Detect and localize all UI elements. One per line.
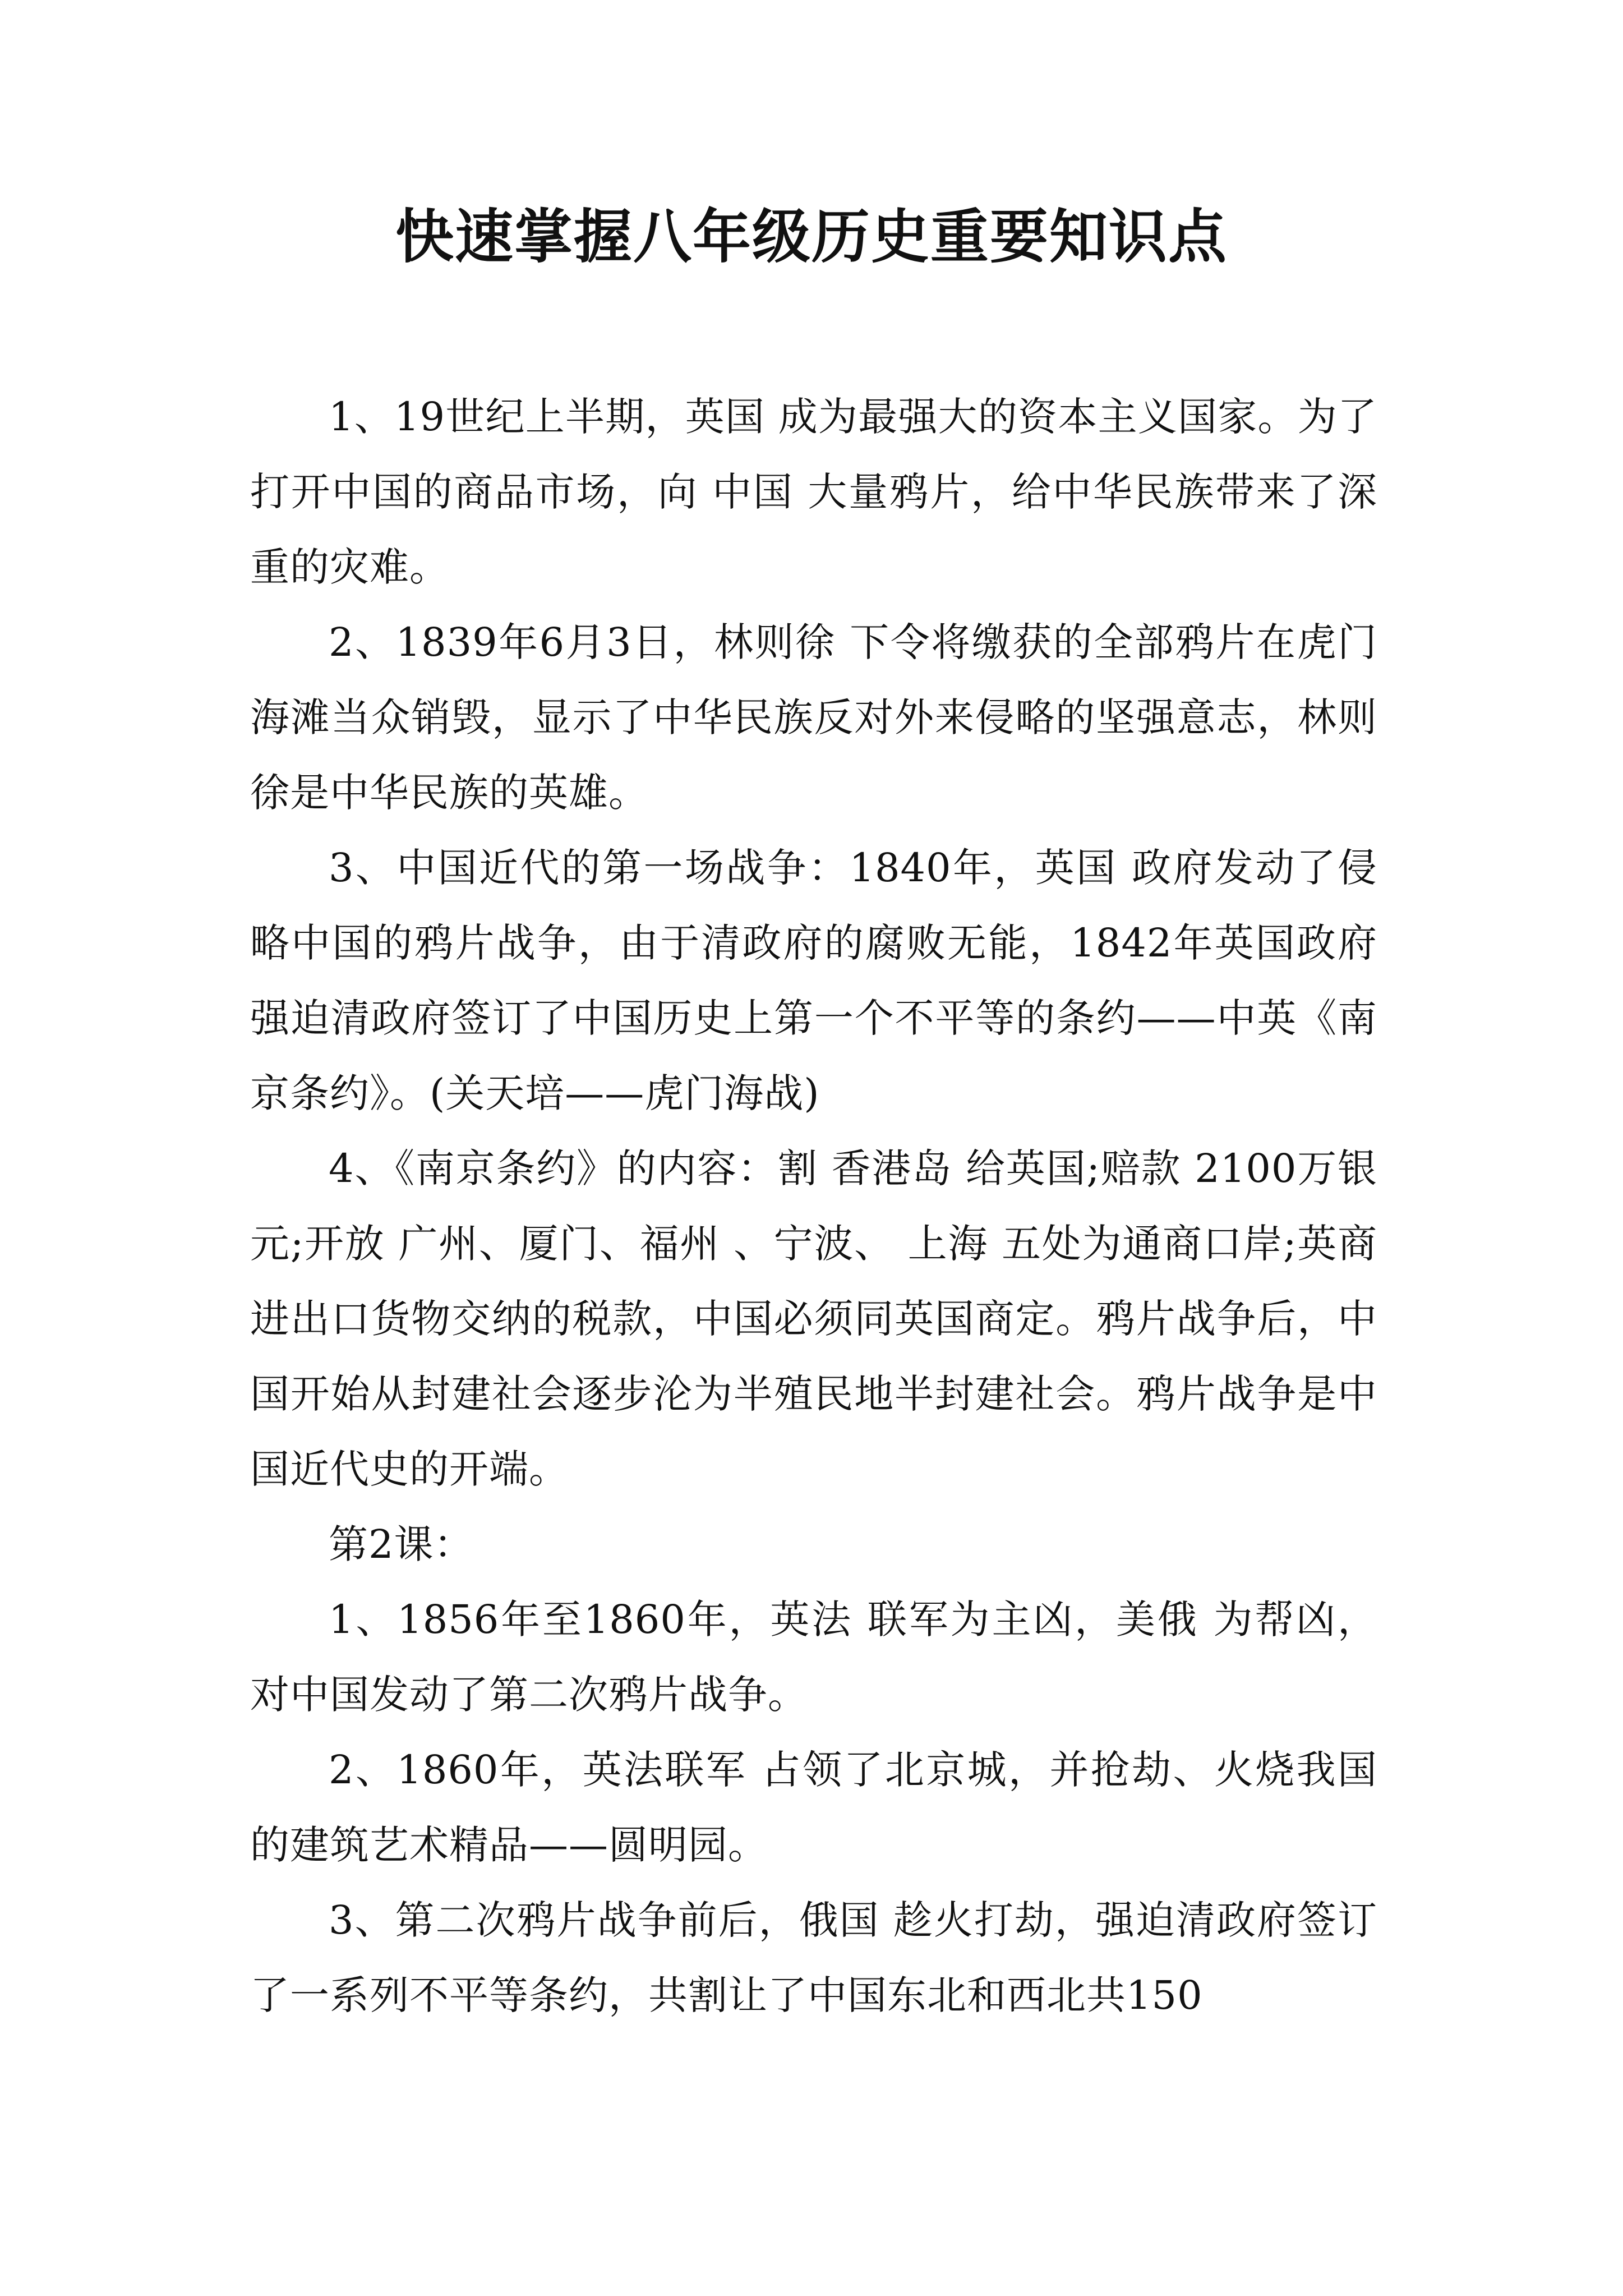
paragraph-6: 2、1860年，英法联军 占领了北京城，并抢劫、火烧我国的建筑艺术精品——圆明园。 bbox=[250, 1747, 1377, 1868]
lesson-heading: 第2课： bbox=[329, 1521, 474, 1567]
paragraph-4: 4、《南京条约》的内容：割 香港岛 给英国;赔款 2100万银元;开放 广州、厦门、福州 、宁波、 上海 五处为通商口岸;英商进出口货物交纳的税款，中国必须同英国商定。鸦片战争后，中国开始从封建社会逐步沦为半殖民地半封建社会。鸦片战争是中国近代史的开端。 bbox=[250, 1145, 1377, 1492]
paragraph-7: 3、第二次鸦片战争前后，俄国 趁火打劫，强迫清政府签订了一系列不平等条约，共割让了中国东北和西北共150 bbox=[250, 1897, 1377, 2018]
document-body bbox=[250, 379, 1377, 2033]
paragraph-3: 3、中国近代的第一场战争：1840年，英国 政府发动了侵略中国的鸦片战争，由于清政府的腐败无能，1842年英国政府强迫清政府签订了中国历史上第一个不平等的条约——中英《南京条约》。(关天培——虎门海战) bbox=[250, 845, 1377, 1116]
paragraph-5: 1、1856年至1860年，英法 联军为主凶，美俄 为帮凶，对中国发动了第二次鸦片战争。 bbox=[250, 1596, 1377, 1718]
paragraph-1: 1、19世纪上半期，英国 成为最强大的资本主义国家。为了打开中国的商品市场，向 中国 大量鸦片，给中华民族带来了深重的灾难。 bbox=[250, 394, 1377, 590]
paragraph-2: 2、1839年6月3日，林则徐 下令将缴获的全部鸦片在虎门海滩当众销毁，显示了中华民族反对外来侵略的坚强意志，林则徐是中华民族的英雄。 bbox=[250, 619, 1377, 816]
document-title: 快速掌握八年级历史重要知识点 bbox=[395, 202, 1228, 271]
